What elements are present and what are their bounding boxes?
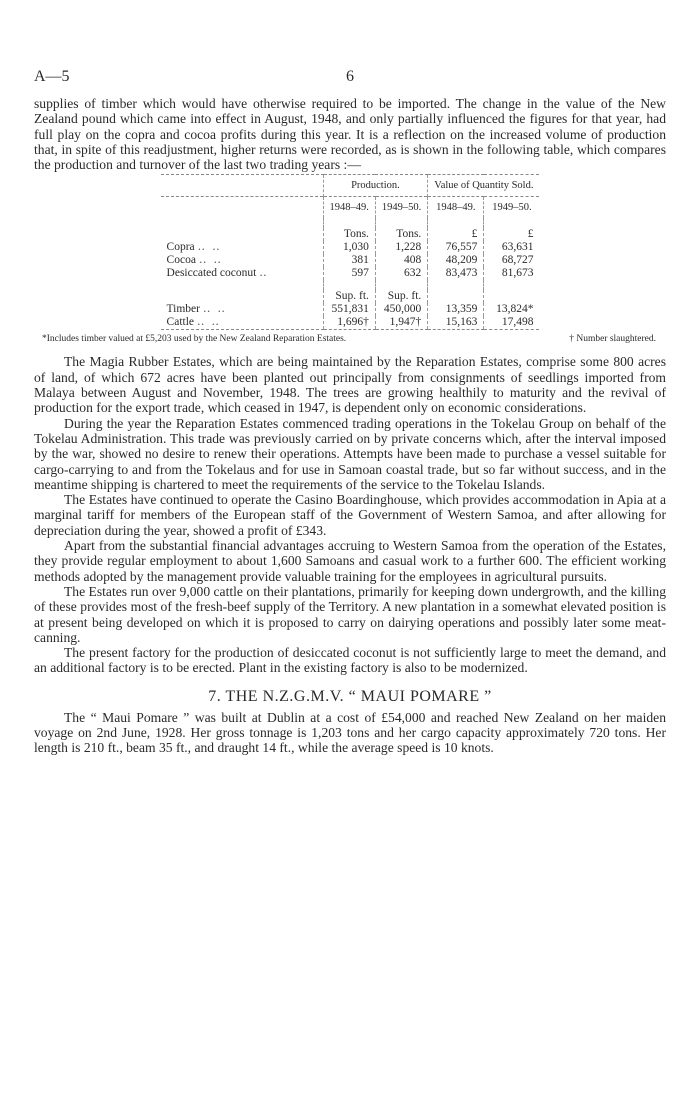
- page-header: [34, 68, 666, 88]
- header-year: 1949–50.: [375, 197, 427, 219]
- table-cell: 15,163: [428, 316, 484, 330]
- unit-cell: £: [428, 228, 484, 241]
- table-cell: 17,498: [484, 316, 540, 330]
- page-number: 6: [346, 68, 354, 85]
- section-heading: 7. THE N.Z.G.M.V. “ MAUI POMARE ”: [208, 687, 492, 705]
- unit-cell: Tons.: [375, 228, 427, 241]
- table-header-blank: [161, 197, 324, 219]
- header-year: 1948–49.: [323, 197, 375, 219]
- table-row: [161, 241, 540, 254]
- footnote-cattle: † Number slaughtered.: [569, 334, 656, 345]
- page-reference: A—5: [34, 68, 70, 85]
- table-cell: 551,831: [323, 303, 375, 316]
- table-row: [161, 254, 540, 267]
- leader-dots: ‥ ‥: [197, 241, 222, 254]
- header-year: 1948–49.: [428, 197, 484, 219]
- table-cell: 408: [375, 254, 427, 267]
- leader-dots: ‥: [259, 267, 269, 280]
- paragraph-casino: The Estates have continued to operate the Casino Boardinghouse, which provides accommodation in Apia at a marginal tariff for members of the European staff of the Government of Western Samoa, and after allowing for depreciation during the year, showed a profit of £343.: [34, 492, 666, 538]
- table-cell: 76,557: [428, 241, 484, 254]
- paragraph-maui-pomare: The “ Maui Pomare ” was built at Dublin at a cost of £54,000 and reached New Zealand on her maiden voyage on 2nd June, 1928. Her gross tonnage is 1,203 tons and her cargo capacity approximately 720 tons. Her length is 210 ft., beam 35 ft., and draught 14 ft., while the average speed is 10 knots.: [34, 709, 666, 756]
- table-row: [161, 303, 540, 316]
- unit-cell: [484, 290, 540, 303]
- unit-cell: [428, 290, 484, 303]
- row-label: Timber: [166, 303, 200, 316]
- row-label: Cocoa: [166, 254, 196, 267]
- table-cell: 1,228: [375, 241, 427, 254]
- table-cell: 450,000: [375, 303, 427, 316]
- row-label: Cattle: [166, 316, 195, 329]
- header-production: Production.: [323, 175, 428, 197]
- table-header-blank: [161, 175, 324, 197]
- table-cell: 68,727: [484, 254, 540, 267]
- table-unit-row: [161, 290, 540, 303]
- paragraph-employment: Apart from the substantial financial advantages accruing to Western Samoa from the operation of the Estates, they provide regular employment to about 1,600 Samoans and casual work to a further 600. The efficient working methods adopted by the management provide valuable training for the employees in agricultural pursuits.: [34, 538, 666, 584]
- unit-cell: Sup. ft.: [375, 290, 427, 303]
- table-unit-row: [161, 228, 540, 241]
- table-cell: 597: [323, 267, 375, 280]
- header-value-sold: Value of Quantity Sold.: [428, 175, 540, 197]
- unit-cell: Sup. ft.: [323, 290, 375, 303]
- table-cell: 13,824*: [484, 303, 540, 316]
- table-cell: 63,631: [484, 241, 540, 254]
- table-footnotes: [34, 334, 666, 346]
- table-row: [161, 316, 540, 330]
- document-body: [34, 96, 666, 756]
- footnote-timber: *Includes timber valued at £5,203 used by the New Zealand Reparation Estates.: [42, 334, 347, 345]
- table-cell: 1,030: [323, 241, 375, 254]
- leader-dots: ‥ ‥: [202, 303, 228, 316]
- table-year-header-row: [161, 197, 540, 219]
- table-cell: 81,673: [484, 267, 540, 280]
- table-cell: 381: [323, 254, 375, 267]
- leader-dots: ‥ ‥: [196, 316, 222, 329]
- intro-paragraph: supplies of timber which would have otherwise required to be imported. The change in the value of the New Zealand pound which came into effect in August, 1948, and only partially influenced the figures for that year, had full play on the copra and cocoa profits during this year. It is a reflection on the increased volume of production that, in spite of this readjustment, higher returns were recorded, as is shown in the following table, which compares the production and turnover of the last two trading years :—: [34, 96, 666, 173]
- row-label: Desiccated coconut: [166, 267, 257, 280]
- paragraph-cattle: The Estates run over 9,000 cattle on their plantations, primarily for keeping down undergrowth, and the killing of these provides most of the fresh-beef supply of the Territory. A new plantation in a somewhat elevated position is at present being developed on which it is proposed to carry on dairying operations and possibly later some meat-canning.: [34, 583, 666, 645]
- paragraph-factory: The present factory for the production of desiccated coconut is not sufficiently large to meet the demand, and an additional factory is to be erected. Plant in the existing factory is also to be modernized.: [34, 645, 666, 676]
- paragraph-tokelau: During the year the Reparation Estates commenced trading operations in the Tokelau Group on behalf of the Tokelau Administration. This trade was previously carried on by private concerns which, after the interval imposed by the war, showed no desire to renew their operations. Attempts have been made to purchase a vessel suitable for cargo-carrying to and from the Tokelaus and for use in Samoan coastal trade, but so far without success, and in the meantime shipping is chartered to meet the requirements of the service to the Tokelau Islands.: [34, 415, 666, 492]
- table-cell: 48,209: [428, 254, 484, 267]
- table-cell: 1,947†: [375, 316, 427, 330]
- paragraph-magia-rubber: The Magia Rubber Estates, which are being maintained by the Reparation Estates, comprise some 800 acres of land, of which 672 acres have been planted out principally from consignments of seedlings imported from Malaya between August and November, 1948. The trees are growing healthily to maturity and the revival of production for the export trade, which ceased in 1947, is dependent only on economic considerations.: [34, 354, 666, 416]
- row-label: Copra: [166, 241, 195, 254]
- table-row: [161, 267, 540, 280]
- production-table: [161, 174, 540, 330]
- table-cell: 83,473: [428, 267, 484, 280]
- table-cell: 13,359: [428, 303, 484, 316]
- table-cell: 1,696†: [323, 316, 375, 330]
- unit-cell: £: [484, 228, 540, 241]
- table-group-header-row: [161, 175, 540, 197]
- leader-dots: ‥ ‥: [198, 254, 224, 267]
- table-cell: 632: [375, 267, 427, 280]
- header-year: 1949–50.: [484, 197, 540, 219]
- unit-cell: Tons.: [323, 228, 375, 241]
